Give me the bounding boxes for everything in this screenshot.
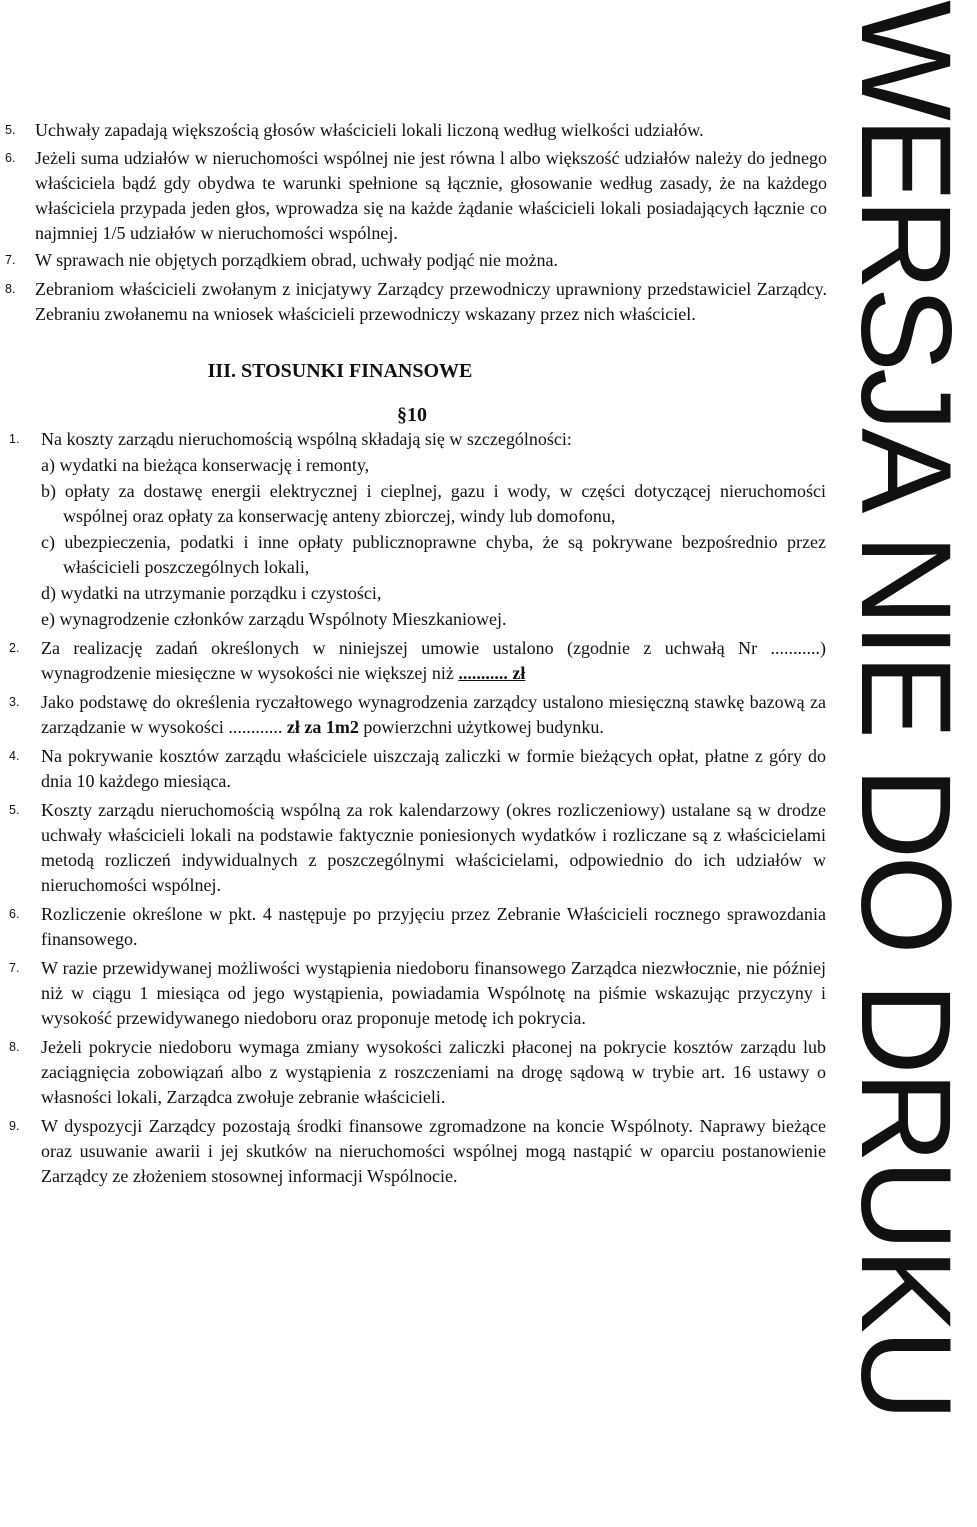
item-text: Zebraniom właścicieli zwołanym z inicjatywy Zarządcy przewodniczy uprawniony przedstawiciel Zarządcy. Zebraniu zwołanemu na wniosek właścicieli przewodniczy wskazany przez nich właściciel. xyxy=(35,279,827,324)
item-text: Na pokrywanie kosztów zarządu właściciele uiszczają zaliczki w formie bieżących opłat, płatne z góry do dnia 10 każdego miesiąca. xyxy=(41,746,826,791)
text-column xyxy=(0,118,840,1189)
sub-item: e) wynagrodzenie członków zarządu Wspólnoty Mieszkaniowej. xyxy=(41,609,507,629)
finance-list xyxy=(0,427,840,1189)
list-item xyxy=(0,798,826,898)
item-number: 8. xyxy=(9,1040,20,1054)
paragraph-number: §10 xyxy=(397,404,427,426)
list-item xyxy=(0,956,826,1031)
item-text: Na koszty zarządu nieruchomością wspólną składają się w szczególności: xyxy=(41,429,572,449)
item-number: 8. xyxy=(5,282,16,296)
list-item xyxy=(0,1114,826,1189)
item-number: 5. xyxy=(9,803,20,817)
list-item xyxy=(0,1035,826,1110)
sub-item: a) wydatki na bieżąca konserwację i remonty, xyxy=(41,455,370,475)
item-text: Rozliczenie określone w pkt. 4 następuje po przyjęciu przez Zebranie Właścicieli rocznego sprawozdania finansowego. xyxy=(41,904,826,949)
list-item xyxy=(0,427,826,632)
list-item xyxy=(0,248,827,273)
item-number: 7. xyxy=(9,961,20,975)
item-text: Jeżeli suma udziałów w nieruchomości wspólnej nie jest równa l albo większość udziałów należy do jednego właściciela bądź gdy obydwa te warunki spełnione są łącznie, głosowanie według zasady, że na każdego właściciela przypada jeden głos, wprowadza się na każde żądanie właścicieli lokali posiadających łącznie co najmniej 1/5 udziałów w nieruchomości wspólnej. xyxy=(35,148,827,243)
item-number: 5. xyxy=(5,123,16,137)
sub-item: c) ubezpieczenia, podatki i inne opłaty publicznoprawne chyba, że są pokrywane bezpośrednio przez właścicieli poszczególnych lokali, xyxy=(41,532,826,577)
fee-amount: ........... zł xyxy=(458,663,526,683)
item-text: Jeżeli pokrycie niedoboru wymaga zmiany wysokości zaliczki płaconej na pokrycie kosztów zarządu lub zaciągnięcia zobowiązań albo z wystąpienia z roszczeniami na drogę sądową w trybie art. 16 ustawy o własności lokali, Zarządca zwołuje zebranie właścicieli. xyxy=(41,1037,826,1107)
sub-item: d) wydatki na utrzymanie porządku i czystości, xyxy=(41,583,382,603)
item-number: 1. xyxy=(9,432,20,446)
list-item xyxy=(0,118,827,143)
item-number: 2. xyxy=(9,641,20,655)
item-number: 9. xyxy=(9,1119,20,1133)
item-text: W sprawach nie objętych porządkiem obrad, uchwały podjąć nie można. xyxy=(35,250,558,270)
item-text: Uchwały zapadają większością głosów właścicieli lokali liczoną według wielkości udziałów. xyxy=(35,120,704,140)
item-text: W razie przewidywanej możliwości wystąpienia niedoboru finansowego Zarządca niezwłocznie, nie później niż w ciągu 1 miesiąca od jego wystąpienia, powiadamia Wspólnotę na piśmie wskazując przyczyny i wysokość przewidywanego niedoboru oraz proponuje metodę ich pokrycia. xyxy=(41,958,826,1028)
item-number: 6. xyxy=(5,151,16,165)
item-text: Jako podstawę do określenia ryczałtowego wynagrodzenia zarządcy ustalono miesięczną stawkę bazową za zarządzanie w wysokości ............ xyxy=(41,692,826,737)
list-item xyxy=(0,902,826,952)
list-item xyxy=(0,146,827,246)
item-text: W dyspozycji Zarządcy pozostają środki finansowe zgromadzone na koncie Wspólnoty. Naprawy bieżące oraz usuwanie awarii i jej skutków na nieruchomości wspólnej mogą nastąpić w oparciu postanowienie Zarządcy ze złożeniem stosownej informacji Wspólnocie. xyxy=(41,1116,826,1186)
list-item xyxy=(0,277,827,327)
section-heading: III. STOSUNKI FINANSOWE xyxy=(207,360,473,382)
voting-rules-list xyxy=(0,118,840,327)
item-number: 7. xyxy=(5,253,16,267)
rate-unit: zł za 1m2 xyxy=(286,717,359,737)
item-text: Koszty zarządu nieruchomością wspólną za rok kalendarzowy (okres rozliczeniowy) ustalane są w drodze uchwały właścicieli lokali na podstawie faktycznie poniesionych wydatków i rozliczane są z właścicielami metodą rozliczeń indywidualnych z poszczególnymi właścicielami, odpowiednio do ich udziałów w nieruchomości wspólnej. xyxy=(41,800,826,895)
item-text: Za realizację zadań określonych w niniejszej umowie ustalono (zgodnie z uchwałą Nr ...........) wynagrodzenie miesięczne w wysokości nie większej niż xyxy=(41,638,826,683)
item-text-end: powierzchni użytkowej budynku. xyxy=(358,717,604,737)
item-number: 3. xyxy=(9,695,20,709)
list-item xyxy=(0,690,826,740)
sub-item: b) opłaty za dostawę energii elektrycznej i cieplnej, gazu i wody, w części dotyczącej nieruchomości wspólnej oraz opłaty za konserwację anteny zbiorczej, windy lub domofonu, xyxy=(41,481,826,526)
list-item xyxy=(0,744,826,794)
item-number: 6. xyxy=(9,907,20,921)
list-item xyxy=(0,636,826,686)
item-number: 4. xyxy=(9,749,20,763)
watermark: WERSJA NIE DO DRUKU xyxy=(834,0,977,1418)
